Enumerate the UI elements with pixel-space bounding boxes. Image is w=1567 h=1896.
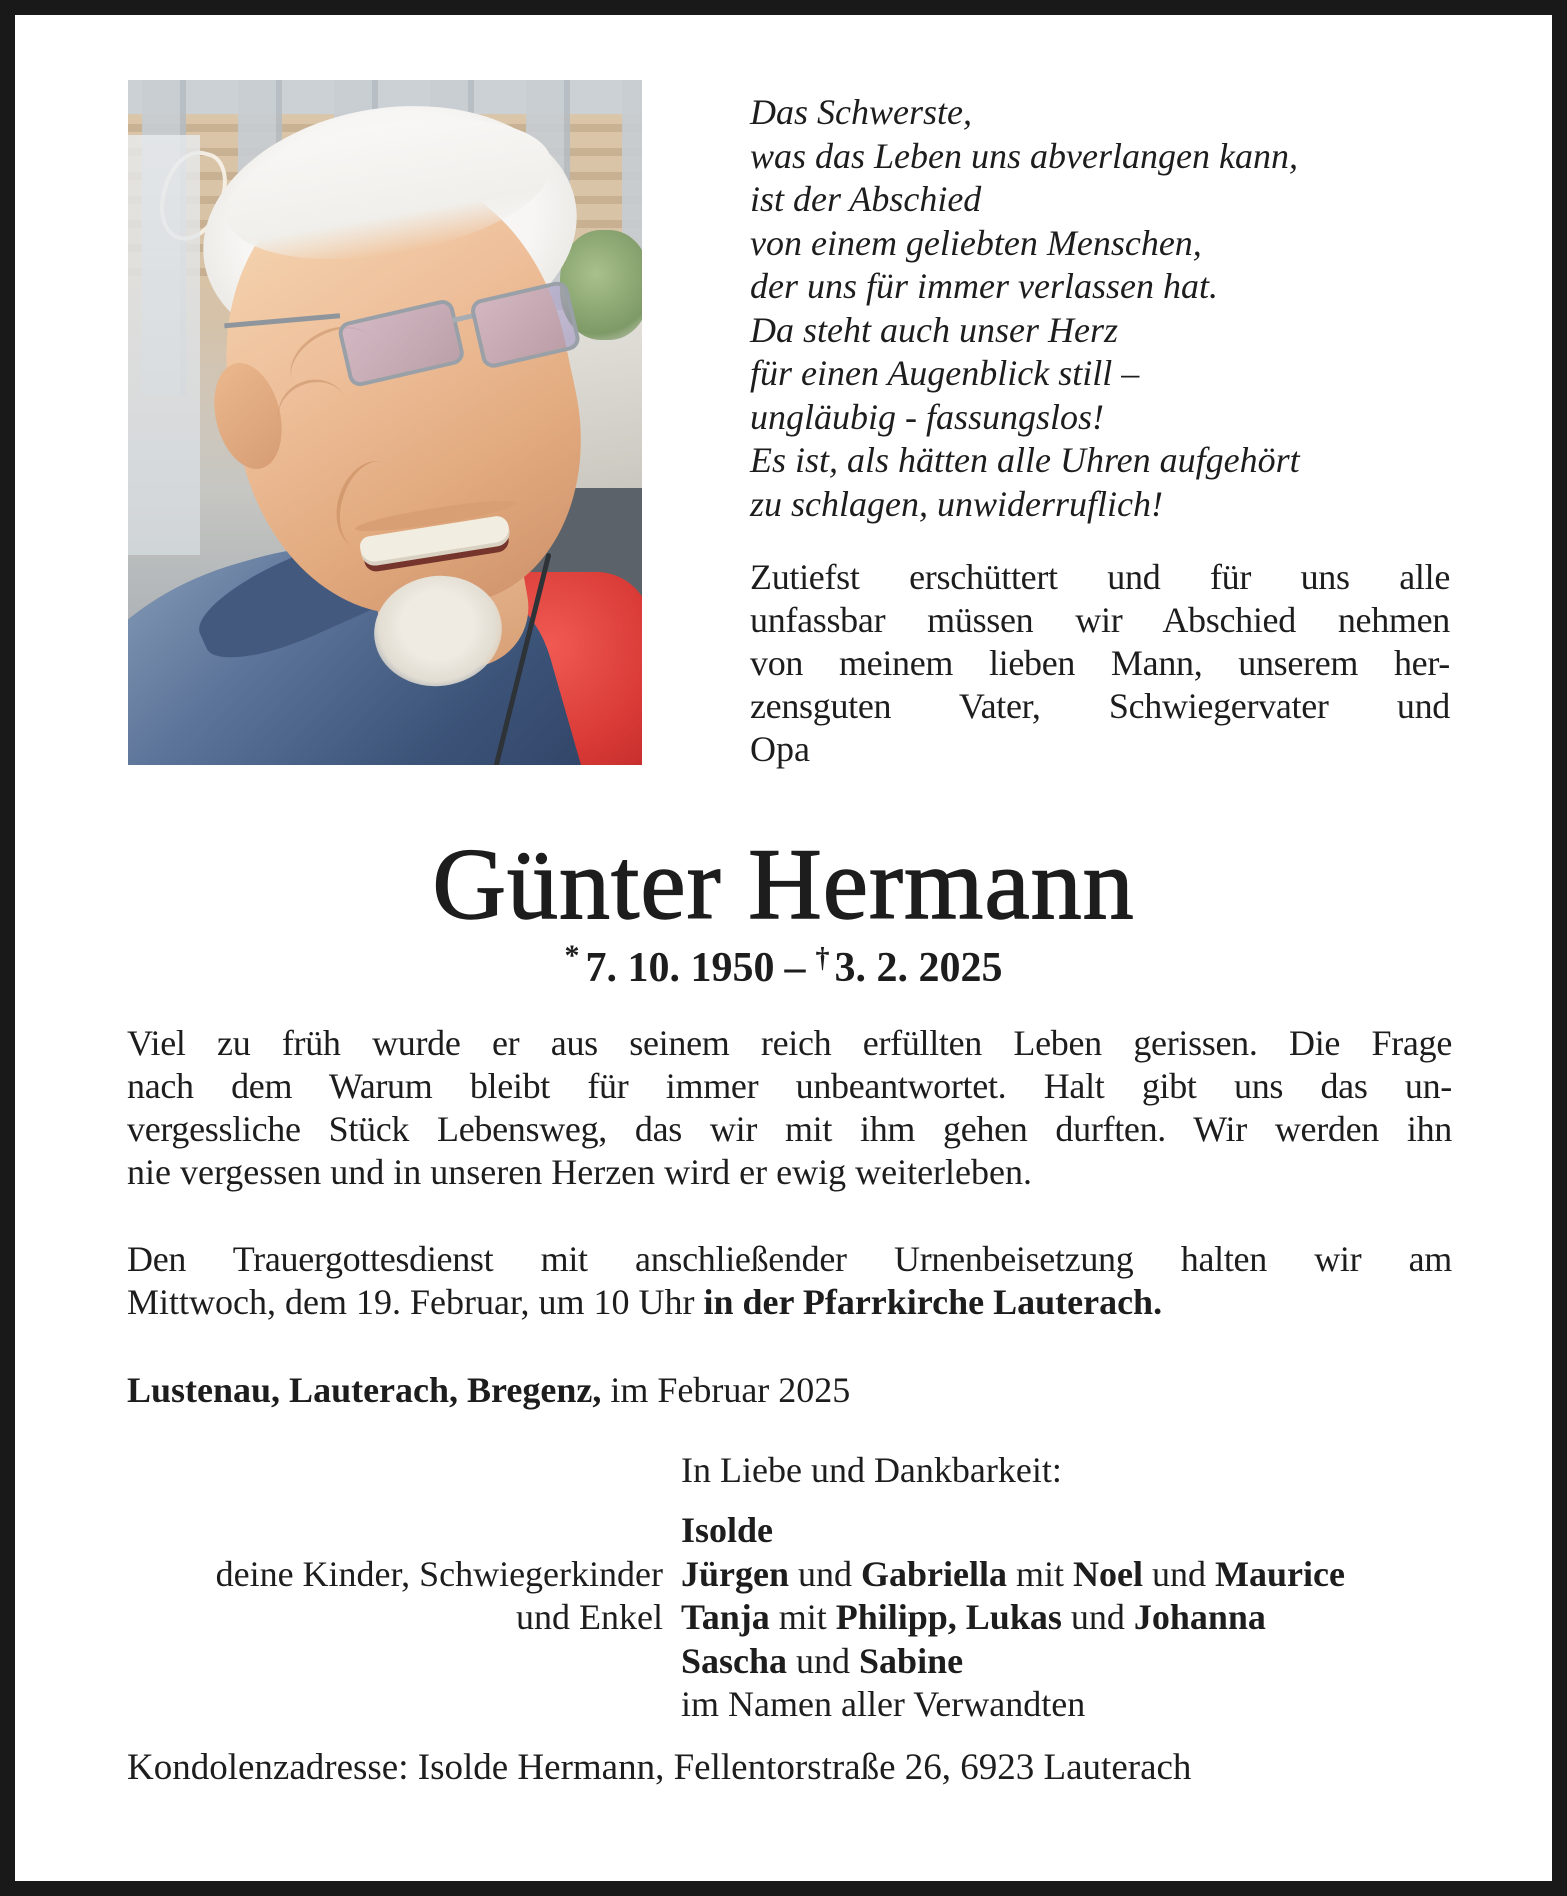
poem-line: der uns für immer verlassen hat. [750,266,1218,306]
text-segment: und [787,1640,860,1681]
paragraph-line: vergessliche Stück Lebensweg, das wir mit ihm gehen durften. Wir werden ihn [127,1109,1452,1149]
bold-text-segment: Jürgen [681,1553,789,1594]
birth-date: 7. 10. 1950 [585,945,775,991]
family-row-names [681,1553,1457,1597]
deceased-name: Günter Hermann [432,828,1135,941]
place-date-line [127,1369,1452,1412]
poem-line: Da steht auch unser Herz [750,309,1118,350]
paragraph-line: Viel zu früh wurde er aus seinem reich erfüllten Leben gerissen. Die Frage [127,1023,1452,1063]
portrait-photo [128,80,642,765]
text-segment: und [1061,1597,1134,1637]
intro-line: Opa [750,729,810,769]
closing-heading: In Liebe und Dankbarkeit: [681,1450,1062,1490]
family-row-names [681,1640,1457,1684]
photo-glasses-lens [336,298,466,389]
family-row [127,1683,1457,1727]
family-row-names [681,1596,1457,1640]
bold-text-segment: Sascha [681,1640,788,1681]
bold-text-segment: Johanna [1133,1597,1266,1637]
death-cross-symbol: † [815,943,830,974]
poem-line: ungläubig - fassungslos! [750,396,1105,437]
memorial-poem [750,91,1455,526]
intro-line: Zutiefst erschüttert und für uns alle [750,557,1450,597]
paragraph-line: Den Trauergottesdienst mit anschließender Urnenbeisetzung halten wir am [127,1239,1452,1279]
bold-text-segment: Philipp, Lukas [835,1597,1062,1637]
family-row [127,1553,1457,1597]
family-row-label [127,1509,681,1553]
paragraph-line [127,1281,1452,1324]
family-row-names [681,1683,1457,1727]
bold-text-segment: Isolde [681,1510,774,1550]
text-segment: im Februar 2025 [601,1370,851,1410]
funeral-service-paragraph [127,1238,1452,1324]
condolence-address: Kondolenzadresse: Isolde Hermann, Fellentorstraße 26, 6923 Lauterach [127,1747,1192,1788]
poem-line: von einem geliebten Menschen, [750,222,1202,263]
family-row-label [127,1683,681,1727]
family-row [127,1640,1457,1684]
bold-text-segment: Tanja [681,1597,770,1637]
text-segment: mit [1007,1553,1074,1594]
announcement-intro [750,556,1450,771]
poem-line: ist der Abschied [750,179,982,219]
memorial-paragraph [127,1022,1452,1194]
family-row [127,1509,1457,1553]
family-row [127,1596,1457,1640]
paragraph-line: nach dem Warum bleibt für immer unbeantwortet. Halt gibt uns das un- [127,1066,1452,1106]
family-row-label [127,1640,681,1684]
intro-line: zensguten Vater, Schwiegervater und [750,686,1450,726]
text-segment: Mittwoch, dem 19. Februar, um 10 Uhr [127,1282,704,1322]
poem-line: Es ist, als hätten alle Uhren aufgehört [750,440,1300,480]
birth-star-symbol: * [564,939,580,972]
bold-text-segment: Noel [1073,1553,1143,1594]
death-date: 3. 2. 2025 [834,945,1003,991]
intro-line: von meinem lieben Mann, unserem her- [750,643,1450,683]
bold-text-segment: Maurice [1215,1553,1345,1594]
life-dates [15,939,1552,992]
text-segment: mit [769,1597,836,1637]
text-segment: im Namen aller Verwandten [681,1684,1086,1724]
photo-glasses-lens [469,279,582,370]
poem-line: für einen Augenblick still – [750,353,1140,393]
bold-text-segment: Gabriella [861,1553,1007,1594]
family-list [127,1509,1457,1727]
dates-dash: – [784,945,806,991]
bold-text-segment: in der Pfarrkirche Lauterach. [703,1282,1163,1322]
paragraph-line: nie vergessen und in unseren Herzen wird er ewig weiterleben. [127,1152,1032,1192]
poem-line: zu schlagen, unwiderruflich! [750,483,1163,524]
family-row-names [681,1509,1457,1553]
family-row-label: deine Kinder, Schwiegerkinder [215,1553,663,1594]
bold-text-segment: Lustenau, Lauterach, Bregenz, [127,1370,602,1410]
poem-line: was das Leben uns abverlangen kann, [750,135,1298,176]
family-row-label: und Enkel [516,1597,663,1637]
poem-line: Das Schwerste, [750,92,972,132]
text-segment: und [1143,1553,1215,1594]
intro-line: unfassbar müssen wir Abschied nehmen [750,600,1450,640]
bold-text-segment: Sabine [859,1640,964,1681]
text-segment: und [789,1553,861,1594]
